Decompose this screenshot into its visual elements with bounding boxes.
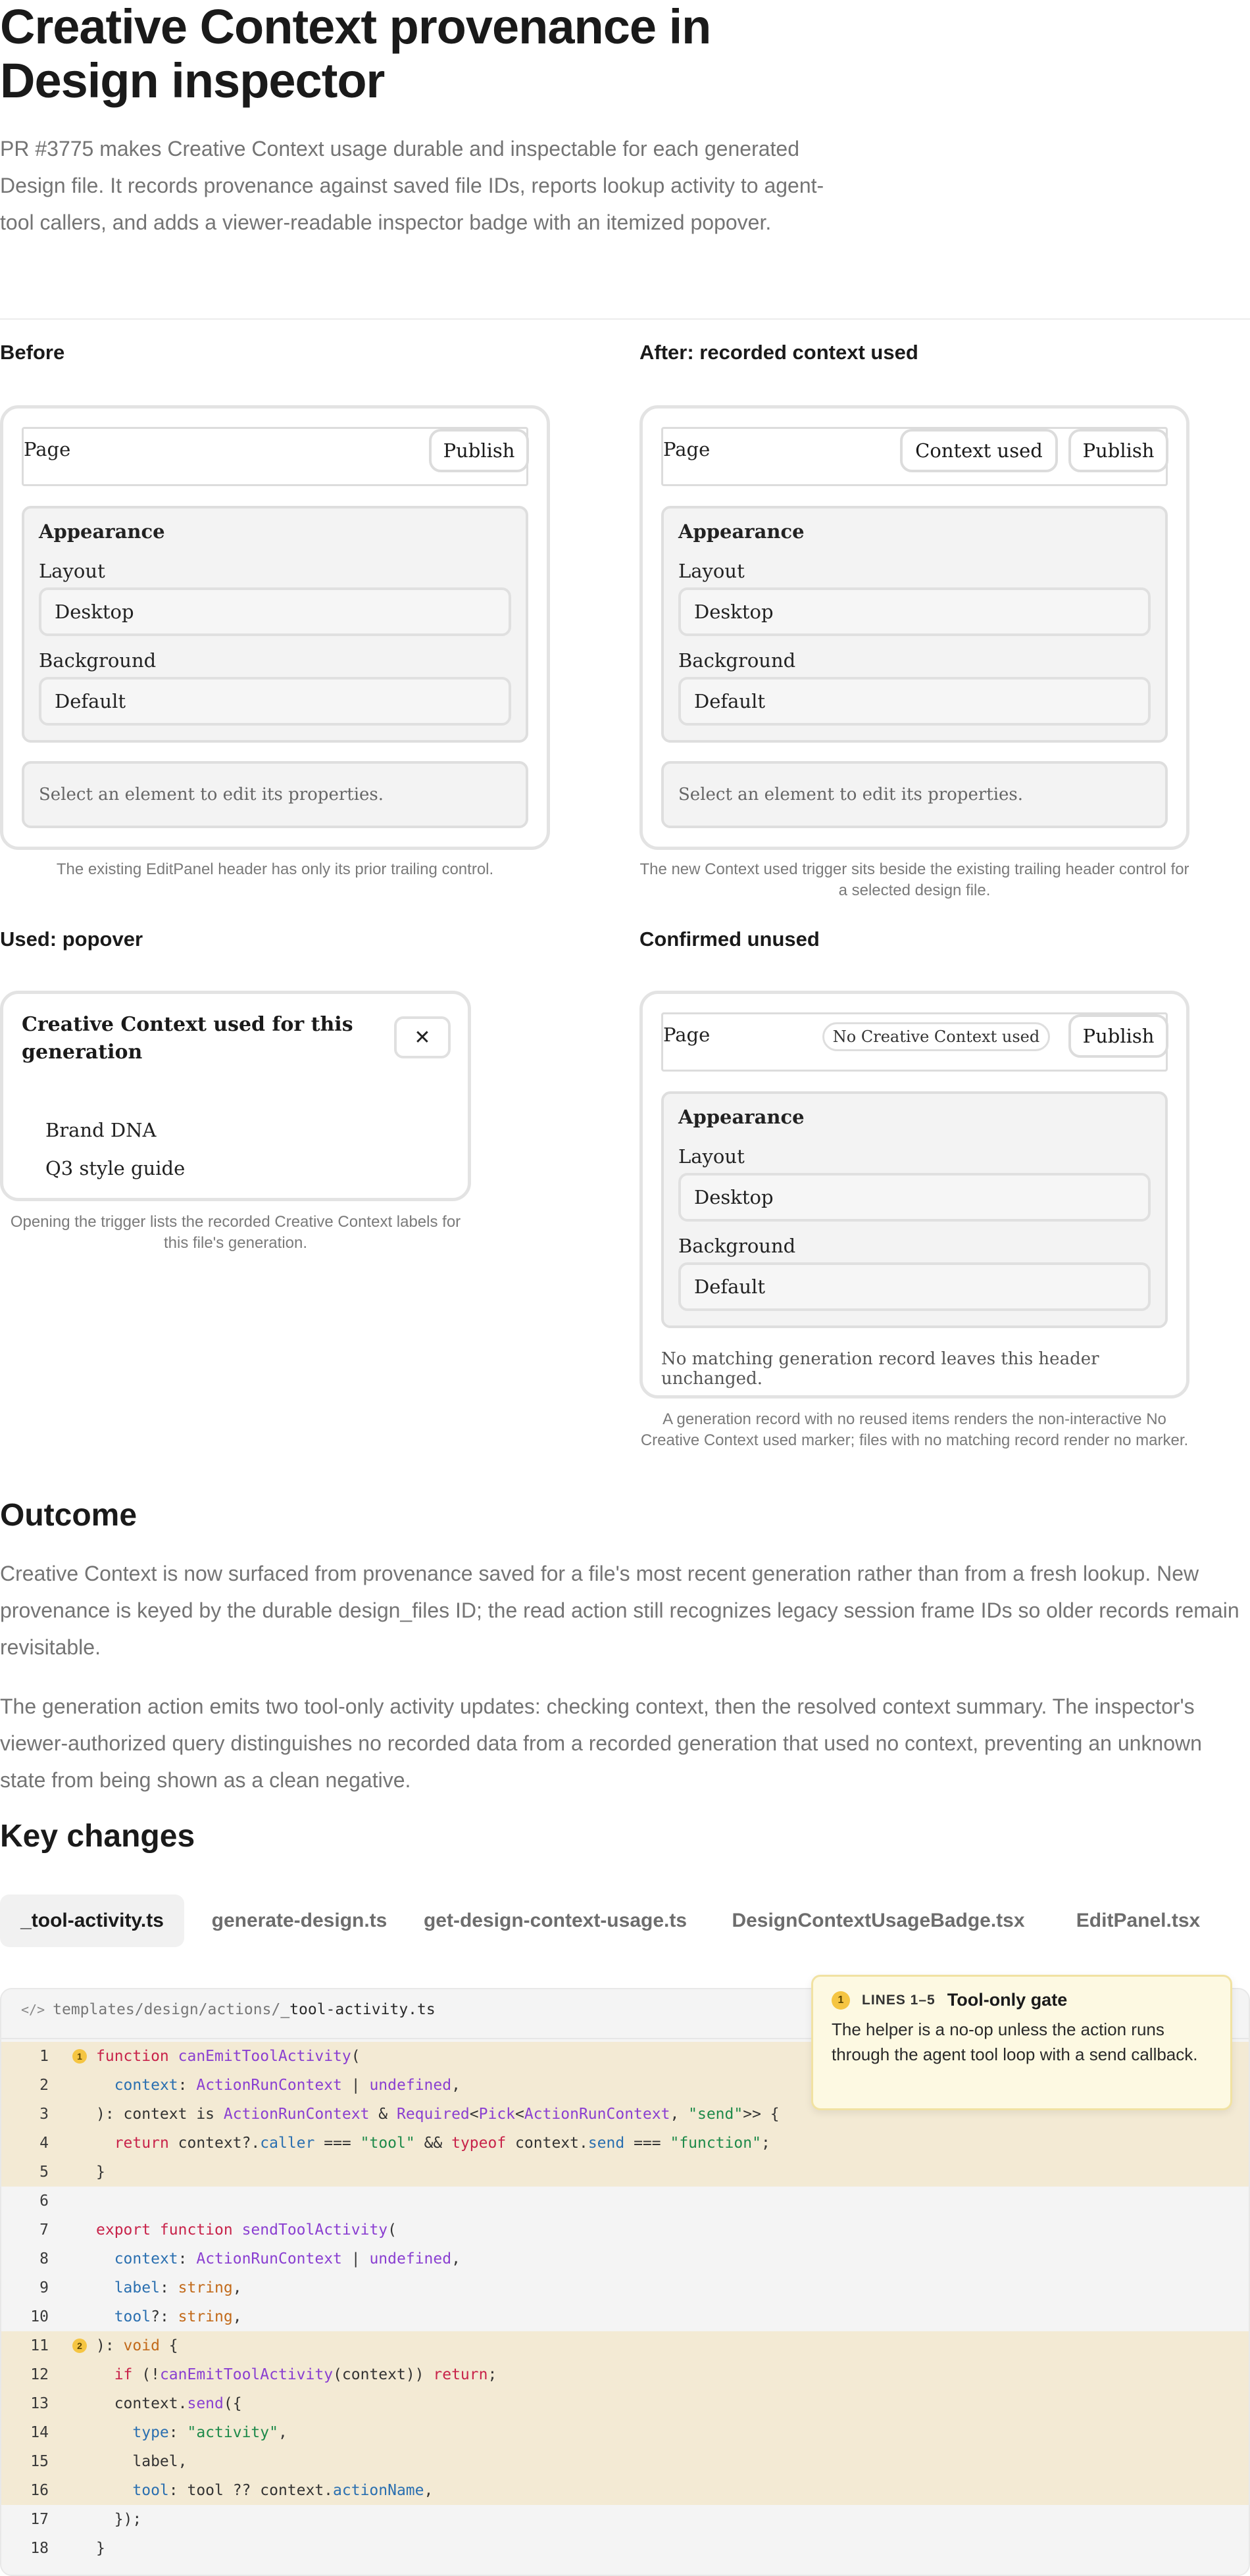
page-title: Creative Context provenance in Design inspector [0, 0, 711, 108]
layout-field[interactable]: Desktop [678, 587, 1151, 636]
appearance-label: Appearance [678, 520, 805, 543]
code-line: 7 export function sendToolActivity( [39, 2221, 397, 2239]
unused-caption: A generation record with no reused items renders the non-interactive No Creative Context used marker; files with no matching record render no marker. [640, 1410, 1189, 1449]
popover-mockup [0, 991, 471, 1201]
code-line: 6 [39, 2192, 49, 2210]
annotation-marker[interactable]: 1 [72, 2049, 87, 2064]
annotation-number: 1 [832, 1991, 850, 2010]
properties-panel [661, 506, 1168, 743]
code-line: 2 context: ActionRunContext | undefined, [1, 2071, 1250, 2100]
tab-generate-design[interactable]: generate-design.ts [211, 1910, 388, 1931]
selection-hint: Select an element to edit its properties. [661, 761, 1168, 828]
appearance-label: Appearance [39, 520, 165, 543]
tab-get-design-context-usage[interactable]: get-design-context-usage.ts [423, 1910, 688, 1931]
after-heading: After: recorded context used [639, 341, 918, 364]
close-icon[interactable]: ✕ [394, 1016, 451, 1058]
file-tabs [0, 1895, 1250, 1947]
code-line: 14 type: "activity", [1, 2418, 1250, 2447]
code-line: 11 2 ): void { [1, 2331, 1250, 2360]
no-context-marker: No Creative Context used [822, 1022, 1050, 1051]
publish-button[interactable]: Publish [1068, 429, 1168, 472]
code-line: 1 1 function canEmitToolActivity( [1, 2042, 1250, 2071]
tab-tool-activity[interactable]: _tool-activity.ts [0, 1895, 184, 1947]
annotation-title: Tool-only gate [947, 1990, 1068, 2010]
after-mockup [639, 405, 1189, 850]
code-line: 15 label, [1, 2447, 1250, 2476]
intro-paragraph: PR #3775 makes Creative Context usage durable and inspectable for each generated Design file. It records provenance against saved file IDs, reports lookup activity to agent-tool callers, and adds a viewer-readable inspector badge with an itemized popover. [0, 137, 824, 234]
annotation-callout [811, 1975, 1232, 2110]
publish-button[interactable]: Publish [429, 429, 529, 472]
selection-hint: Select an element to edit its properties. [22, 761, 528, 828]
outcome-heading: Outcome [0, 1498, 138, 1533]
outcome-paragraph-2: The generation action emits two tool-only activity updates: checking context, then the resolved context summary. The inspector's viewer-authorized query distinguishes no recorded data from a recorded generation that used no context, preventing an unknown state from being shown as a clean negative. [0, 1695, 1202, 1792]
outcome-paragraph-1: Creative Context is now surfaced from provenance saved for a file's most recent generation rather than from a fresh lookup. New provenance is keyed by the durable design_files ID; the read action still recognizes legacy session frame IDs so older records remain revisitable. [0, 1562, 1239, 1659]
header-page-label: Page [24, 438, 71, 460]
before-mockup [0, 405, 550, 850]
divider [0, 318, 1250, 320]
layout-label: Layout [678, 560, 745, 582]
file-path: </> templates/design/actions/_tool-activity.ts [21, 2001, 436, 2018]
tab-design-context-usage-badge[interactable]: DesignContextUsageBadge.tsx [732, 1910, 1025, 1931]
layout-field[interactable]: Desktop [39, 587, 511, 636]
publish-button[interactable]: Publish [1068, 1014, 1168, 1058]
background-label: Background [678, 649, 796, 672]
editpanel-header [661, 427, 1168, 486]
unused-heading: Confirmed unused [639, 928, 820, 951]
annotation-lines: LINES 1–5 [862, 1992, 936, 2008]
code-line: 13 context.send({ [1, 2389, 1250, 2418]
code-line: 12 if (!canEmitToolActivity(context)) return; [1, 2360, 1250, 2389]
code-line: 4 return context?.caller === "tool" && typeof context.send === "function"; [1, 2129, 1250, 2158]
unused-mockup [639, 991, 1189, 1399]
background-label: Background [39, 649, 157, 672]
code-line: 18 } [30, 2540, 105, 2557]
before-caption: The existing EditPanel header has only its prior trailing control. [56, 860, 494, 878]
code-line: 16 tool: tool ?? context.actionName, [1, 2476, 1250, 2505]
background-label: Background [678, 1235, 796, 1257]
background-field[interactable]: Default [678, 677, 1151, 726]
no-record-hint: No matching generation record leaves this header unchanged. [661, 1349, 1099, 1389]
key-changes-heading: Key changes [0, 1819, 195, 1854]
properties-panel [661, 1091, 1168, 1328]
code-line: 3 ): context is ActionRunContext & Required<Pick<ActionRunContext, "send">> { [1, 2100, 1250, 2129]
properties-panel [22, 506, 528, 743]
popover-title: Creative Context used for this generation [22, 1013, 353, 1064]
code-line: 17 }); [30, 2511, 142, 2528]
annotation-body: The helper is a no-op unless the action runs through the agent tool loop with a send callback. [832, 2019, 1198, 2064]
header-page-label: Page [663, 1024, 711, 1046]
layout-label: Layout [39, 560, 105, 582]
popover-caption: Opening the trigger lists the recorded Creative Context labels for this file's generation. [10, 1213, 461, 1252]
annotation-marker[interactable]: 2 [72, 2339, 87, 2353]
header-page-label: Page [663, 438, 711, 460]
context-item: Q3 style guide [45, 1157, 186, 1179]
appearance-label: Appearance [678, 1106, 805, 1128]
code-line: 9 label: string, [39, 2279, 242, 2296]
background-field[interactable]: Default [39, 677, 511, 726]
code-line: 5 } [1, 2158, 1250, 2187]
tab-edit-panel[interactable]: EditPanel.tsx [1076, 1910, 1201, 1931]
editpanel-header [22, 427, 528, 486]
editpanel-header [661, 1012, 1168, 1072]
context-used-button[interactable]: Context used [900, 429, 1058, 472]
background-field[interactable]: Default [678, 1262, 1151, 1311]
before-heading: Before [0, 341, 65, 364]
layout-label: Layout [678, 1145, 745, 1168]
code-icon: </> [21, 2002, 45, 2018]
popover-heading: Used: popover [0, 928, 143, 951]
code-line: 10 tool?: string, [30, 2308, 242, 2325]
context-item: Brand DNA [45, 1119, 157, 1141]
layout-field[interactable]: Desktop [678, 1173, 1151, 1222]
after-caption: The new Context used trigger sits beside the existing trailing header control for a selected design file. [639, 860, 1189, 899]
code-line: 8 context: ActionRunContext | undefined, [39, 2250, 461, 2267]
